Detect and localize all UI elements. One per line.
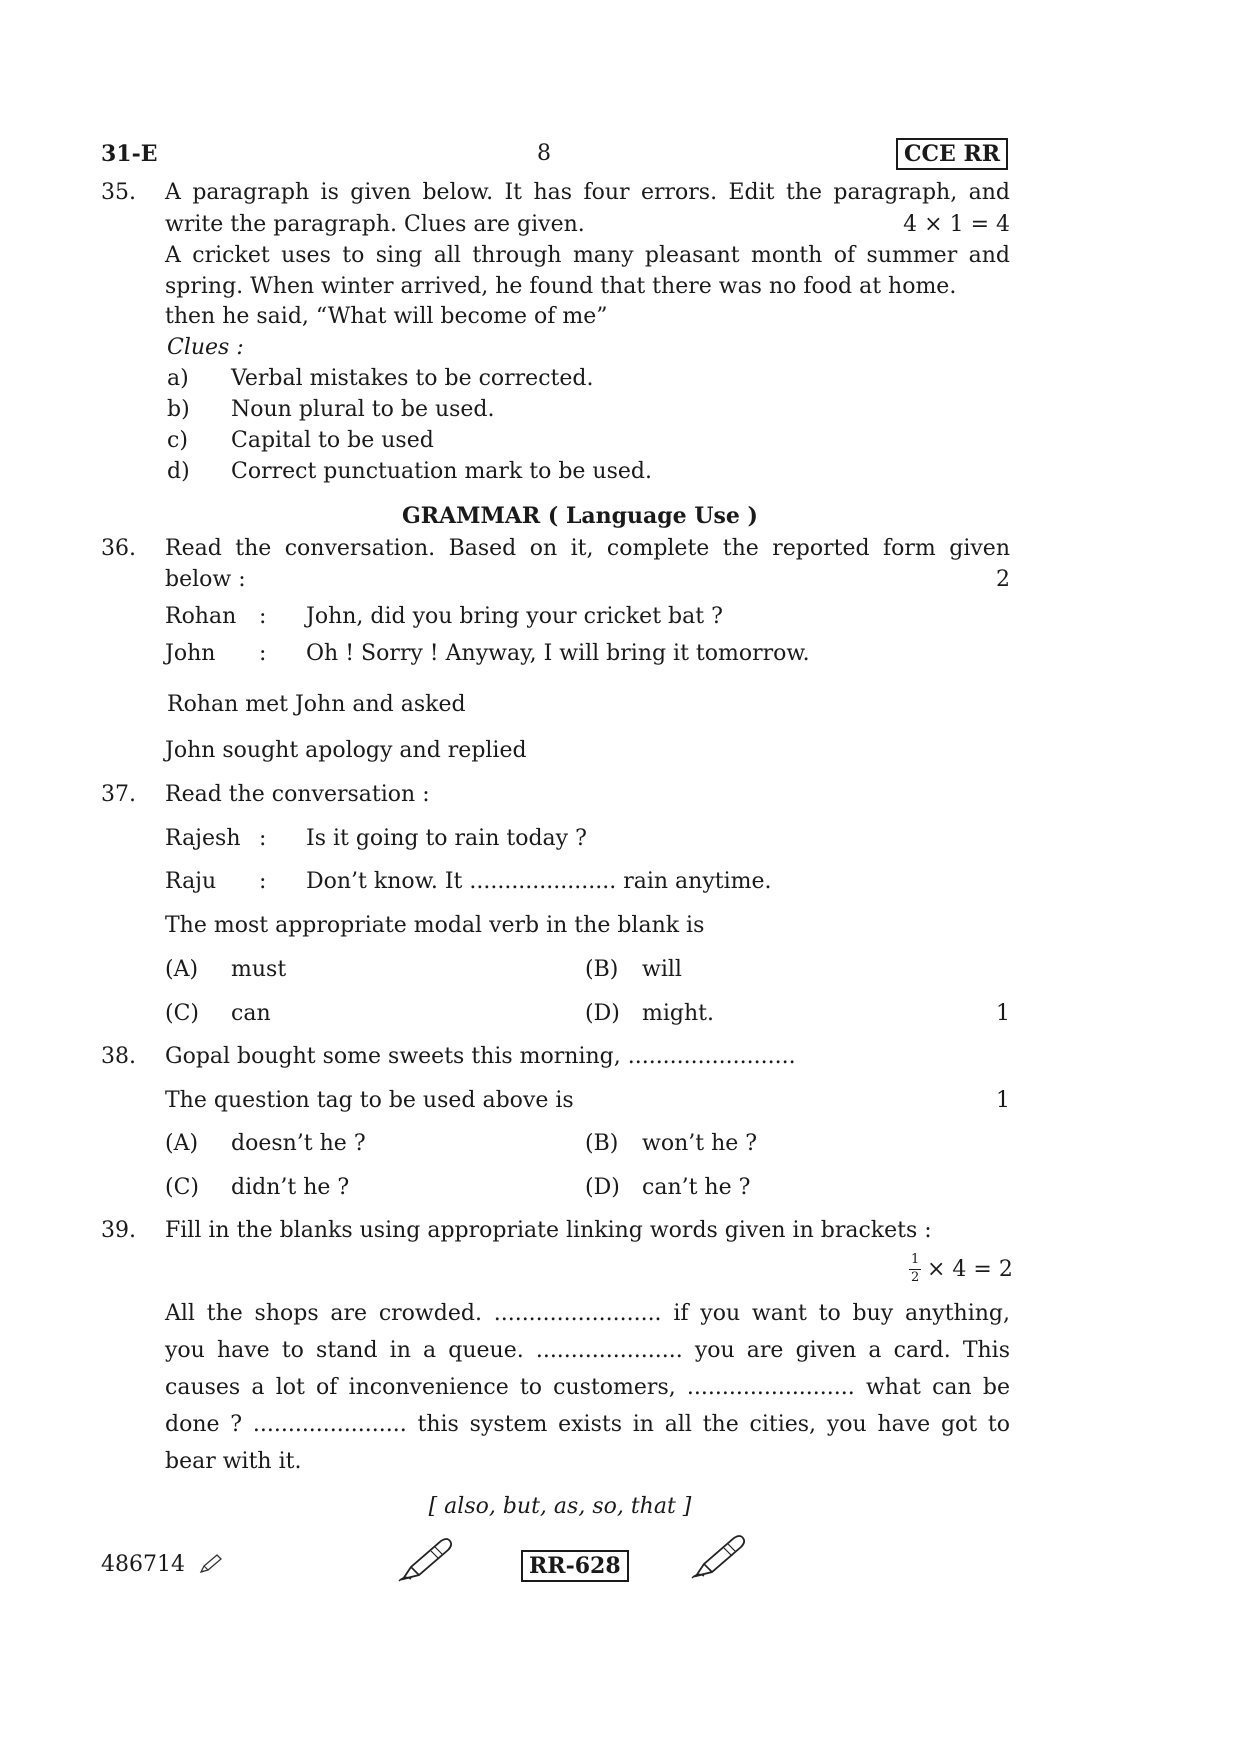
option-label: (B) (585, 957, 619, 982)
option-label: (D) (585, 1175, 620, 1200)
fraction-denominator: 2 (911, 1270, 920, 1285)
clue-marker: d) (167, 459, 190, 484)
footer-code: RR-628 (521, 1550, 629, 1582)
marks: 1 (996, 1088, 1010, 1113)
fountain-pen-icon (688, 1532, 750, 1582)
question-text: Read the conversation : (165, 782, 430, 807)
clues-label: Clues : (167, 335, 244, 360)
paragraph-line: spring. When winter arrived, he found that there was no food at home. (165, 274, 957, 299)
question-prompt: The most appropriate modal verb in the blank is (165, 913, 705, 938)
clue-text: Capital to be used (231, 428, 434, 453)
section-heading: GRAMMAR ( Language Use ) (402, 503, 758, 529)
option-label: (D) (585, 1001, 620, 1026)
pencil-icon (198, 1552, 224, 1576)
speaker-separator: : (259, 604, 267, 629)
question-prompt: The question tag to be used above is (165, 1088, 574, 1113)
option-text: won’t he ? (642, 1131, 758, 1156)
paragraph-line: All the shops are crowded. ........................ if you want to buy anything, (165, 1301, 1010, 1326)
question-number: 37. (101, 782, 136, 807)
speaker-name: John (165, 641, 216, 666)
option-label: (C) (165, 1175, 199, 1200)
clue-marker: c) (167, 428, 188, 453)
option-text: can (231, 1001, 271, 1026)
question-text: A paragraph is given below. It has four errors. Edit the paragraph, and (165, 180, 1010, 205)
page-number: 8 (537, 141, 551, 166)
question-text: Read the conversation. Based on it, complete the reported form given (165, 536, 1010, 561)
option-text: can’t he ? (642, 1175, 751, 1200)
question-text: Gopal bought some sweets this morning, ........................ (165, 1044, 796, 1069)
paragraph-line: done ? ...................... this system exists in all the cities, you have got to (165, 1412, 1010, 1437)
paper-code: 31-E (101, 141, 158, 167)
option-label: (C) (165, 1001, 199, 1026)
question-text: write the paragraph. Clues are given. (165, 212, 585, 237)
speaker-name: Rohan (165, 604, 237, 629)
option-label: (B) (585, 1131, 619, 1156)
linking-words-list: [ also, but, as, so, that ] (428, 1494, 692, 1519)
serial-number: 486714 (101, 1552, 185, 1577)
marks: 4 × 1 = 4 (903, 212, 1010, 237)
marks-expression: × 4 = 2 (927, 1257, 1013, 1282)
question-number: 35. (101, 180, 136, 205)
option-label: (A) (165, 957, 199, 982)
marks (907, 1252, 1011, 1286)
paragraph-line: bear with it. (165, 1449, 302, 1474)
speaker-name: Raju (165, 869, 217, 894)
marks: 1 (996, 1001, 1010, 1026)
option-text: will (642, 957, 682, 982)
option-text: must (231, 957, 287, 982)
speaker-separator: : (259, 826, 267, 851)
marks: 2 (996, 567, 1010, 592)
clue-marker: b) (167, 397, 190, 422)
option-label: (A) (165, 1131, 199, 1156)
question-text: Fill in the blanks using appropriate linking words given in brackets : (165, 1218, 932, 1243)
dialogue-line: John, did you bring your cricket bat ? (306, 604, 723, 629)
speaker-name: Rajesh (165, 826, 241, 851)
dialogue-line: Don’t know. It ..................... rain anytime. (306, 869, 772, 894)
paragraph-line: then he said, “What will become of me” (165, 304, 608, 329)
paragraph-line: causes a lot of inconvenience to customers, ........................ what can be (165, 1375, 1010, 1400)
option-text: didn’t he ? (231, 1175, 350, 1200)
paragraph-line: A cricket uses to sing all through many pleasant month of summer and (165, 243, 1010, 268)
dialogue-line: Oh ! Sorry ! Anyway, I will bring it tomorrow. (306, 641, 810, 666)
question-number: 36. (101, 536, 136, 561)
dialogue-line: Is it going to rain today ? (306, 826, 587, 851)
question-number: 39. (101, 1218, 136, 1243)
reported-form-line: John sought apology and replied (165, 738, 527, 763)
reported-form-line: Rohan met John and asked (167, 692, 466, 717)
speaker-separator: : (259, 641, 267, 666)
question-number: 38. (101, 1044, 136, 1069)
paragraph-line: you have to stand in a queue. ..................... you are given a card. This (165, 1338, 1010, 1363)
clue-text: Noun plural to be used. (231, 397, 495, 422)
fountain-pen-icon (395, 1535, 457, 1585)
series-code: CCE RR (896, 138, 1008, 170)
option-text: might. (642, 1001, 714, 1026)
clue-marker: a) (167, 366, 189, 391)
clue-text: Verbal mistakes to be corrected. (231, 366, 594, 391)
speaker-separator: : (259, 869, 267, 894)
clue-text: Correct punctuation mark to be used. (231, 459, 652, 484)
option-text: doesn’t he ? (231, 1131, 366, 1156)
fraction-numerator: 1 (911, 1252, 920, 1267)
question-text: below : (165, 567, 246, 592)
